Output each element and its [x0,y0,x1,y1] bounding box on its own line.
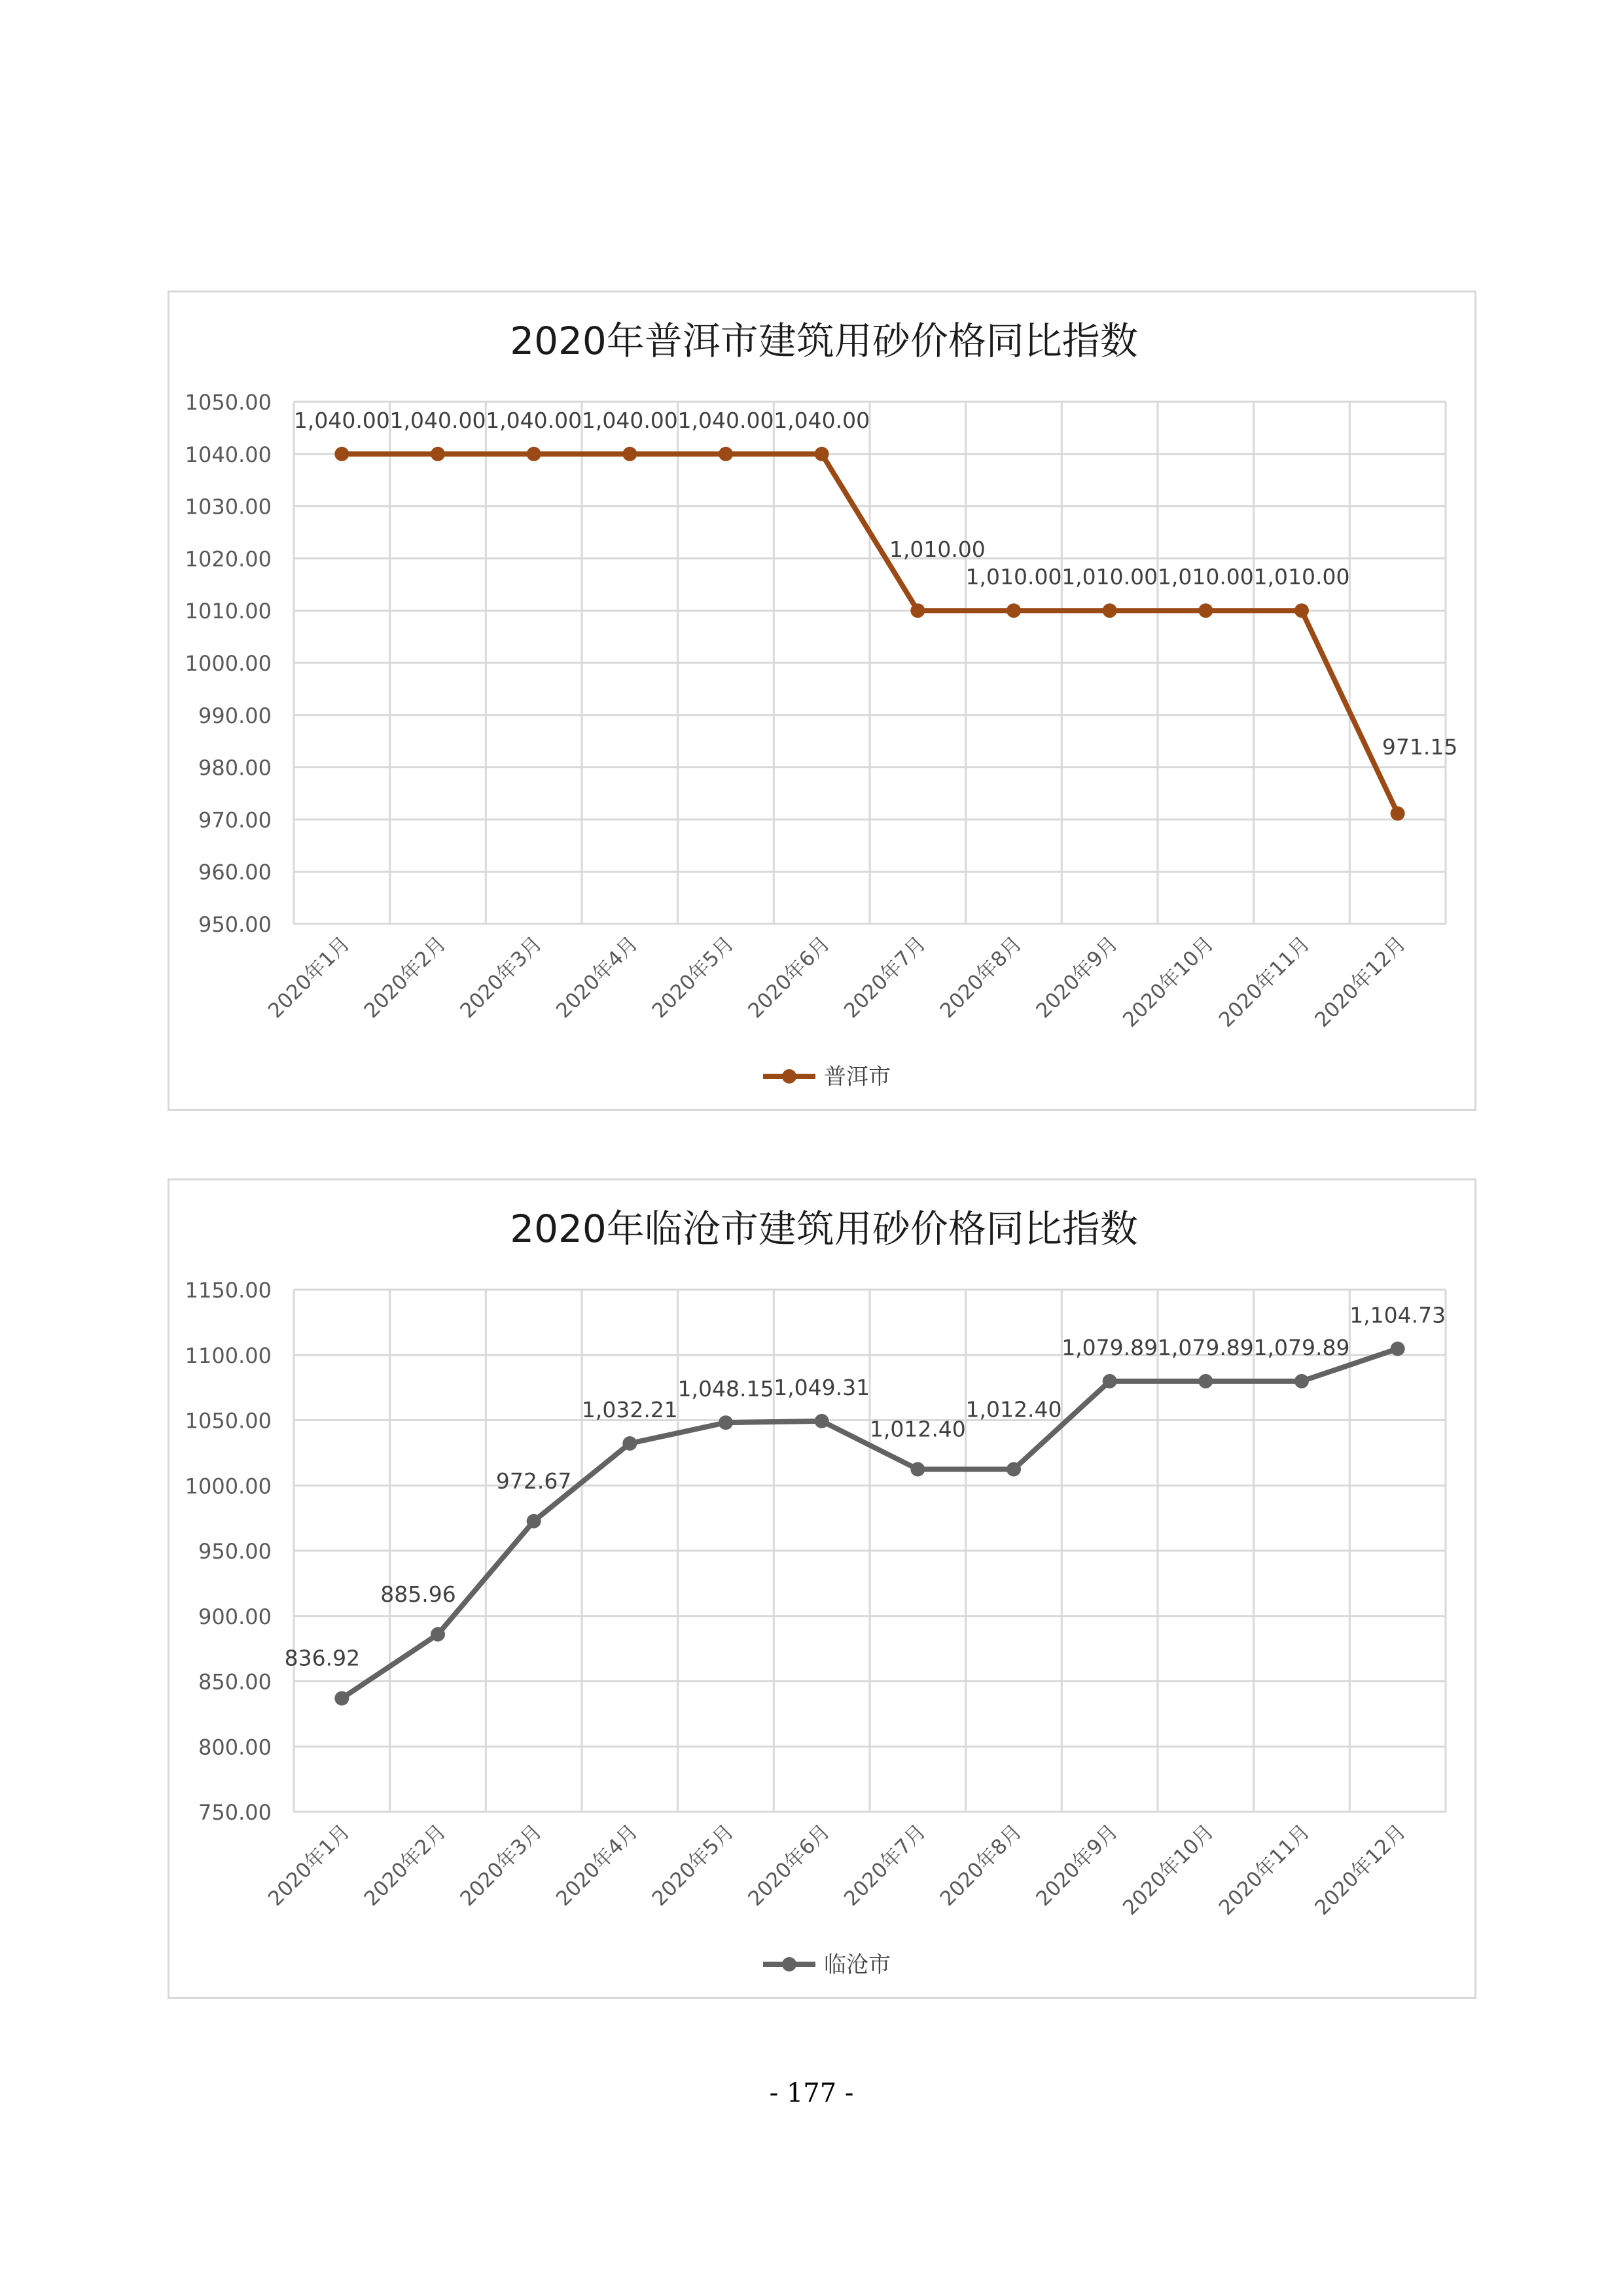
x-tick-label: 2020年4月 [551,1820,643,1911]
x-tick-label: 2020年2月 [359,1820,451,1911]
x-tick-label: 2020年7月 [839,1820,931,1911]
x-tick-label: 2020年8月 [935,1820,1027,1911]
data-label: 1,040.00 [389,407,486,433]
data-point [527,1514,541,1528]
data-label: 1,032.21 [581,1396,678,1422]
data-point [910,1462,925,1477]
data-point [622,447,637,461]
y-tick-label: 1050.00 [185,390,272,415]
data-label: 1,048.15 [677,1376,774,1402]
x-tick-label: 2020年3月 [455,932,547,1023]
data-label: 1,079.89 [1157,1334,1254,1360]
y-tick-label: 1000.00 [185,651,272,676]
data-label: 1,040.00 [677,407,774,433]
chart-title: 2020年普洱市建筑用砂价格同比指数 [510,319,1138,363]
y-tick-label: 990.00 [198,703,272,728]
data-point [1007,603,1021,618]
x-tick-label: 2020年10月 [1118,932,1219,1033]
legend [763,1952,891,1978]
data-point [1294,603,1309,618]
data-label: 1,049.31 [774,1374,870,1400]
data-label: 885.96 [380,1581,456,1607]
data-label: 836.92 [284,1645,361,1671]
data-point [910,603,925,618]
data-point [622,1436,637,1451]
data-label: 1,010.00 [889,537,986,563]
y-tick-label: 1040.00 [185,442,272,467]
data-label: 1,010.00 [1157,564,1254,590]
y-tick-label: 1010.00 [185,599,272,624]
data-point [1103,1374,1117,1388]
data-point [431,1627,445,1642]
x-tick-label: 2020年4月 [551,932,643,1023]
page-number: - 177 - [769,2078,854,2108]
chart-title: 2020年临沧市建筑用砂价格同比指数 [510,1207,1138,1251]
data-label: 1,010.00 [1061,564,1158,590]
legend-label: 临沧市 [824,1952,891,1978]
chart-lincang [168,1178,1476,1999]
y-tick-label: 1030.00 [185,494,272,520]
data-point [1391,806,1405,821]
data-point [719,1415,733,1430]
data-label: 971.15 [1382,734,1458,760]
data-label: 1,104.73 [1349,1302,1446,1328]
data-point [1294,1374,1309,1388]
y-tick-label: 1150.00 [185,1278,272,1303]
x-tick-label: 2020年12月 [1310,1820,1411,1920]
data-label: 1,012.40 [965,1396,1062,1422]
x-tick-label: 2020年12月 [1310,932,1411,1033]
chart-puer [168,291,1476,1111]
data-point [1103,603,1117,618]
y-tick-label: 960.00 [198,860,272,885]
data-point [815,1414,829,1428]
data-point [1198,603,1213,618]
data-point [719,447,733,461]
data-point [334,447,349,461]
x-tick-label: 2020年6月 [743,1820,835,1911]
data-point [431,447,445,461]
y-tick-label: 970.00 [198,807,272,833]
chart-lincang-svg [169,1180,1478,2001]
data-point [527,447,541,461]
data-point [334,1691,349,1706]
data-point [1007,1462,1021,1477]
x-tick-label: 2020年3月 [455,1820,547,1911]
data-label: 1,040.00 [293,407,390,433]
x-tick-label: 2020年6月 [743,932,835,1023]
y-tick-label: 1100.00 [185,1343,272,1368]
data-point [1198,1374,1213,1388]
y-tick-label: 800.00 [198,1735,272,1760]
data-label: 1,010.00 [965,564,1062,590]
x-tick-label: 2020年2月 [359,932,451,1023]
y-tick-label: 900.00 [198,1604,272,1629]
y-tick-label: 980.00 [198,755,272,781]
x-tick-label: 2020年9月 [1031,932,1123,1023]
data-label: 1,040.00 [486,407,582,433]
y-tick-label: 1000.00 [185,1474,272,1499]
data-label: 1,012.40 [869,1416,966,1442]
x-tick-label: 2020年11月 [1214,1820,1315,1920]
y-grid [294,1290,1446,1812]
x-tick-label: 2020年5月 [647,932,739,1023]
data-label: 1,040.00 [774,407,870,433]
x-tick-label: 2020年11月 [1214,932,1315,1033]
data-label: 1,079.89 [1253,1334,1350,1360]
x-tick-label: 2020年5月 [647,1820,739,1911]
x-tick-label: 2020年7月 [839,932,931,1023]
legend-label: 普洱市 [824,1064,891,1090]
x-tick-label: 2020年1月 [263,932,355,1023]
data-point [815,447,829,461]
legend [763,1064,891,1090]
data-label: 1,010.00 [1253,564,1350,590]
x-tick-label: 2020年9月 [1031,1820,1123,1911]
y-tick-label: 850.00 [198,1669,272,1695]
data-point [1391,1341,1405,1356]
x-tick-label: 2020年10月 [1118,1820,1219,1920]
data-label: 1,079.89 [1061,1334,1158,1360]
x-tick-label: 2020年8月 [935,932,1027,1023]
x-tick-label: 2020年1月 [263,1820,355,1911]
y-tick-label: 1050.00 [185,1408,272,1434]
data-label: 972.67 [495,1468,572,1494]
legend-marker [782,1069,796,1084]
y-tick-label: 750.00 [198,1800,272,1825]
chart-puer-svg [169,292,1478,1113]
y-tick-label: 1020.00 [185,546,272,572]
y-tick-label: 950.00 [198,912,272,937]
y-tick-label: 950.00 [198,1539,272,1564]
data-label: 1,040.00 [581,407,678,433]
legend-marker [782,1957,796,1971]
y-grid [294,402,1446,924]
